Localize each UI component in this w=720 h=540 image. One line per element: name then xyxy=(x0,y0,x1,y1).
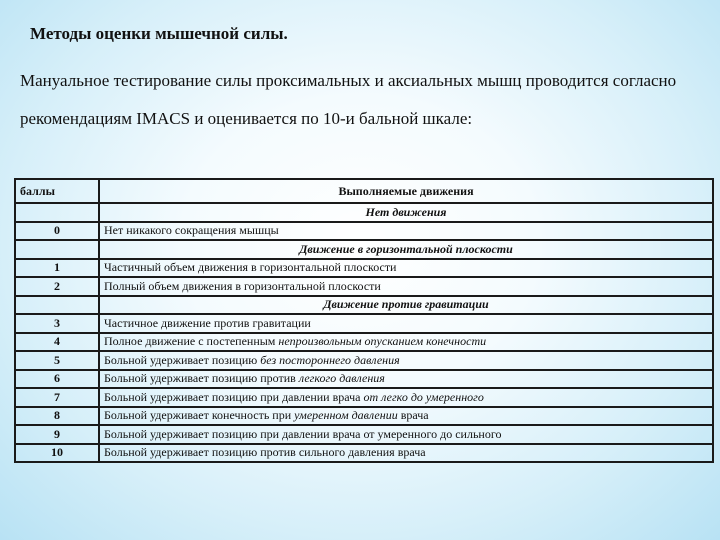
muscle-strength-table xyxy=(14,178,714,463)
table-row xyxy=(15,259,713,278)
description-cell: Полный объем движения в горизонтальной плоскости xyxy=(99,277,713,296)
header-score: баллы xyxy=(15,179,99,203)
table-row xyxy=(15,388,713,407)
table-row xyxy=(15,351,713,370)
table-body xyxy=(15,203,713,462)
section-title: Движение против гравитации xyxy=(99,296,713,315)
score-cell: 3 xyxy=(15,314,99,333)
score-cell: 9 xyxy=(15,425,99,444)
section-row xyxy=(15,296,713,315)
table-row xyxy=(15,444,713,463)
description-cell: Больной удерживает конечность при умеренном давлении врача xyxy=(99,407,713,426)
description-cell: Нет никакого сокращения мышцы xyxy=(99,222,713,241)
score-cell: 7 xyxy=(15,388,99,407)
section-score-cell xyxy=(15,203,99,222)
description-cell: Полное движение с постепенным непроизвольным опусканием конечности xyxy=(99,333,713,352)
table-header-row xyxy=(15,179,713,203)
score-cell: 4 xyxy=(15,333,99,352)
section-row xyxy=(15,203,713,222)
header-movement: Выполняемые движения xyxy=(99,179,713,203)
score-cell: 5 xyxy=(15,351,99,370)
section-score-cell xyxy=(15,240,99,259)
description-cell: Частичный объем движения в горизонтальной плоскости xyxy=(99,259,713,278)
score-cell: 8 xyxy=(15,407,99,426)
description-emphasis: непроизвольным опусканием конечности xyxy=(278,334,487,349)
score-cell: 0 xyxy=(15,222,99,241)
score-cell: 1 xyxy=(15,259,99,278)
intro-paragraph: Мануальное тестирование силы проксимальных и аксиальных мышц проводится согласно рекомендациям IMACS и оценивается по 10-и бальной шкале: xyxy=(20,71,677,128)
table-row xyxy=(15,425,713,444)
table-row xyxy=(15,222,713,241)
score-cell: 6 xyxy=(15,370,99,389)
description-emphasis: от легко до умеренного xyxy=(363,389,484,404)
page-title: Методы оценки мышечной силы. xyxy=(30,24,288,43)
table-row xyxy=(15,277,713,296)
section-title: Движение в горизонтальной плоскости xyxy=(99,240,713,259)
description-cell: Больной удерживает позицию при давлении врача от легко до умеренного xyxy=(99,388,713,407)
section-title: Нет движения xyxy=(99,203,713,222)
description-emphasis: легкого давления xyxy=(298,371,385,386)
description-cell: Больной удерживает позицию против легкого давления xyxy=(99,370,713,389)
score-cell: 2 xyxy=(15,277,99,296)
table-row xyxy=(15,370,713,389)
score-cell: 10 xyxy=(15,444,99,463)
table-row xyxy=(15,333,713,352)
description-cell: Больной удерживает позицию против сильного давления врача xyxy=(99,444,713,463)
description-cell: Больной удерживает позицию без постороннего давления xyxy=(99,351,713,370)
section-score-cell xyxy=(15,296,99,315)
description-cell: Частичное движение против гравитации xyxy=(99,314,713,333)
table-row xyxy=(15,314,713,333)
section-row xyxy=(15,240,713,259)
table-row xyxy=(15,407,713,426)
description-emphasis: без постороннего давления xyxy=(260,352,400,367)
description-emphasis: умеренном давлении xyxy=(294,408,398,423)
description-cell: Больной удерживает позицию при давлении врача от умеренного до сильного xyxy=(99,425,713,444)
